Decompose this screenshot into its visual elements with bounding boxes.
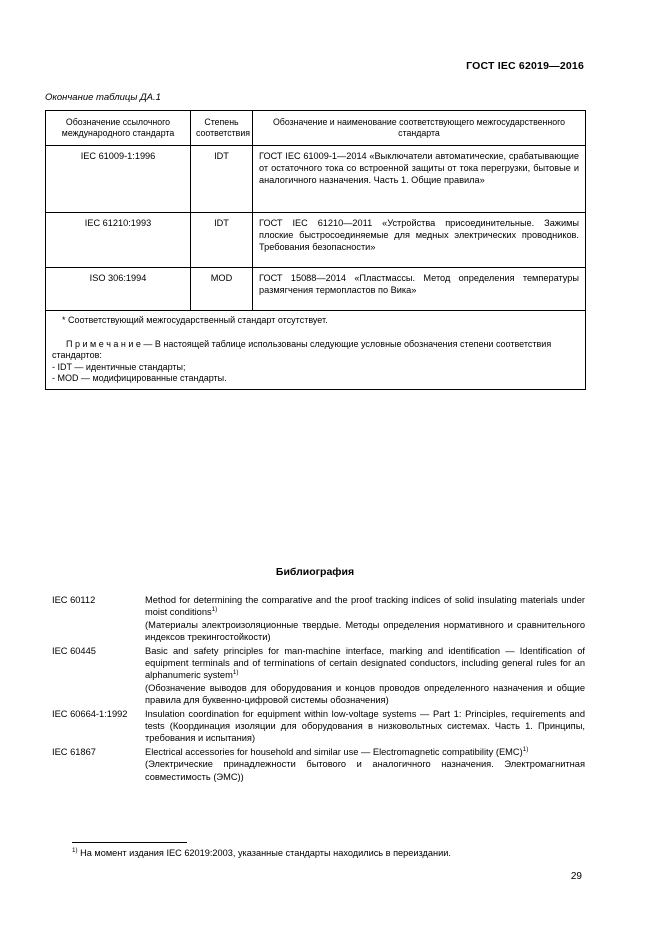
bibliography-text — [145, 746, 585, 783]
bibliography-text — [145, 645, 585, 707]
bibliography-list — [52, 594, 585, 784]
footnote-block — [72, 842, 585, 858]
table-note-item: - IDT — идентичные стандарты; — [52, 361, 186, 372]
bibliography-entry — [52, 645, 585, 707]
footnote-text — [72, 848, 585, 858]
table-header-row — [46, 111, 586, 146]
table-note-cell — [46, 311, 586, 390]
correspondence-table — [45, 110, 586, 390]
footnote-reference-mark: 1) — [232, 669, 239, 677]
table-star-note: * Соответствующий межгосударственный стандарт отсутствует. — [62, 315, 328, 325]
table-note-row — [46, 311, 586, 390]
column-header-designation: Обозначение и наименование соответствующего межгосударственного стандарта — [253, 111, 586, 146]
table-note-item: - MOD — модифицированные стандарты. — [52, 373, 227, 383]
bibliography-text-en: Electrical accessories for household and similar use — Electromagnetic compatibility (EMC) — [145, 746, 523, 757]
bibliography-text-ru: (Электрические принадлежности бытового и аналогичного назначения. Электромагнитная совместимость (ЭМС)) — [145, 759, 585, 782]
footnote-body: На момент издания IEC 62019:2003, указанные стандарты находились в переиздании. — [80, 848, 451, 858]
cell-degree: IDT — [191, 146, 253, 213]
bibliography-code: IEC 61867 — [52, 746, 96, 757]
footnote-reference-mark: 1) — [522, 745, 529, 753]
bibliography-code: IEC 60112 — [52, 595, 96, 605]
bibliography-text-en: Basic and safety principles for man-machine interface, marking and identification — Identification of equipment terminals and of terminations of certain designated conductors, including general rules for an alphanumeric system — [145, 645, 585, 681]
page-number: 29 — [570, 871, 582, 882]
cell-reference: ISO 306:1994 — [46, 268, 191, 311]
bibliography-code: IEC 60445 — [52, 645, 96, 656]
cell-designation: ГОСТ IEC 61009-1—2014 «Выключатели автоматические, срабатывающие от остаточного тока со встроенной защиты от тока перегрузки, бытовые и аналогичного назначения. Часть 1. Общие правила» — [253, 146, 586, 213]
bibliography-text-en: Insulation coordination for equipment within low-voltage systems — Part 1: Principles, requirements and tests (Координация изоляции для оборудования в низковольтных системах. Часть 1. Принципы, требования и испытания) — [145, 708, 585, 744]
document-header: ГОСТ IEC 62019—2016 — [466, 60, 584, 72]
cell-degree: MOD — [191, 268, 253, 311]
table-row — [46, 213, 586, 268]
footnote-marker: 1) — [72, 846, 78, 854]
bibliography-text-ru: (Обозначение выводов для оборудования и концов проводов определенного назначения и общие правила для буквенно-цифровой системы обозначения) — [145, 682, 585, 706]
bibliography-text-en: Method for determining the comparative and the proof tracking indices of solid insulating materials under moist conditions — [145, 595, 585, 618]
column-header-degree: Степень соответствия — [191, 111, 253, 146]
cell-reference: IEC 61210:1993 — [46, 213, 191, 268]
cell-designation: ГОСТ IEC 61210—2011 «Устройства присоединительные. Зажимы плоские быстросоединяемые для медных электрических проводников. Требования безопасности» — [253, 213, 586, 268]
bibliography-title: Библиография — [275, 566, 355, 578]
table-caption: Окончание таблицы ДА.1 — [45, 92, 161, 103]
bibliography-text — [145, 594, 585, 644]
bibliography-entry — [52, 708, 585, 745]
bibliography-text-ru: (Материалы электроизоляционные твердые. Методы определения нормативного и сравнительного индексов трекингостойкости) — [145, 619, 585, 643]
bibliography-entry — [52, 594, 585, 644]
table-row — [46, 268, 586, 311]
bibliography-entry — [52, 746, 585, 783]
column-header-reference-standard: Обозначение ссылочного международного стандарта — [46, 111, 191, 146]
table-note-paragraph: П р и м е ч а н и е — В настоящей таблице использованы следующие условные обозначения степени соответствия стандартов: — [52, 338, 552, 360]
cell-degree: IDT — [191, 213, 253, 268]
bibliography-code: IEC 60664-1:1992 — [52, 708, 128, 719]
footnote-reference-mark: 1) — [211, 606, 218, 614]
cell-reference: IEC 61009-1:1996 — [46, 146, 191, 213]
bibliography-text — [145, 708, 585, 745]
footnote-separator-rule — [72, 842, 187, 843]
table-row — [46, 146, 586, 213]
cell-designation: ГОСТ 15088—2014 «Пластмассы. Метод определения температуры размягчения термопластов по Вика» — [253, 268, 586, 311]
